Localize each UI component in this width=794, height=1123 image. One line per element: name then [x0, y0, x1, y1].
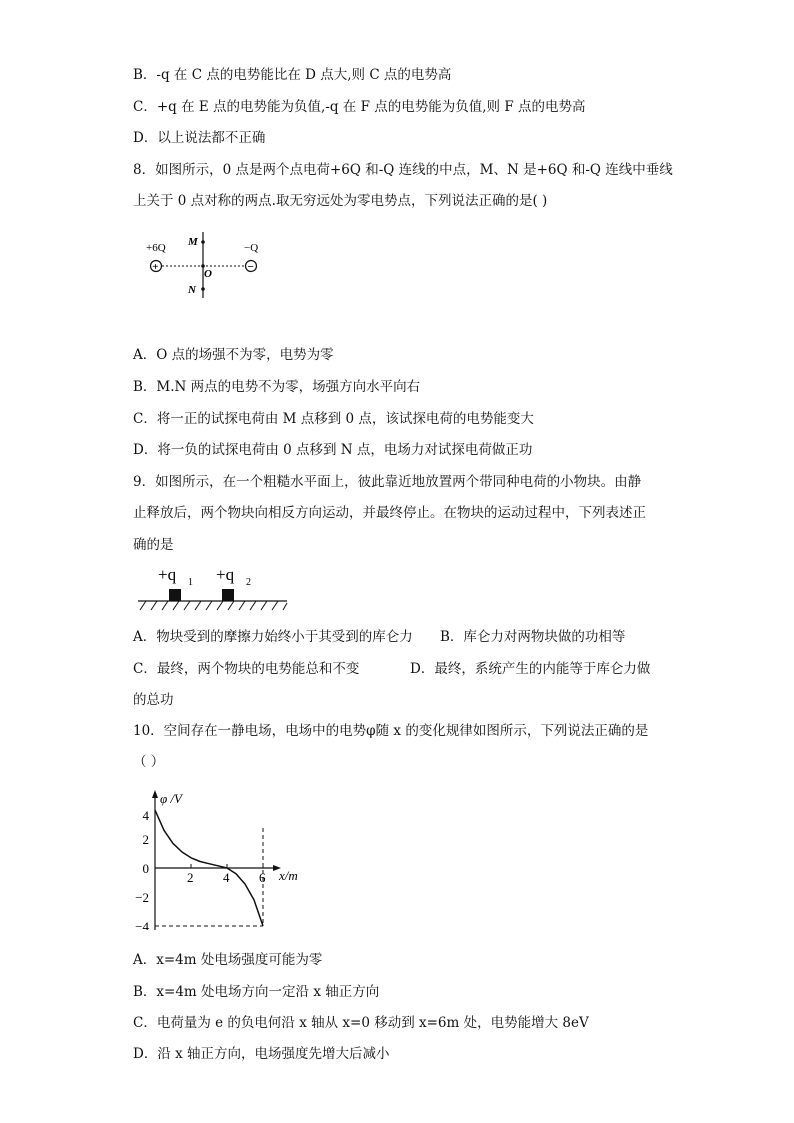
right-charge-label: −Q — [244, 242, 259, 254]
y-tick-label: −4 — [135, 919, 149, 930]
point-o-label: O — [204, 268, 212, 280]
q10-option-d: D．沿 x 轴正方向，电场强度先增大后减小 — [133, 1046, 390, 1062]
q9-option-d-line1: D．最终，系统产生的内能等于库仑力做 — [410, 661, 651, 677]
q7-option-c: C．+q 在 E 点的电势能为负值,-q 在 F 点的电势能为负值,则 F 点的电势高 — [133, 99, 586, 115]
q9-stem-line2: 止释放后，两个物块向相反方向运动，并最终停止。在物块的运动过程中，下列表述正 — [133, 505, 646, 521]
q10-stem-line2: （ ） — [133, 754, 165, 770]
y-tick-label: −2 — [135, 890, 149, 905]
point-m — [201, 240, 205, 244]
y-tick-label: 2 — [142, 832, 149, 847]
block-q2 — [222, 589, 234, 601]
q10-potential-chart — [130, 784, 310, 930]
x-axis-label: x/m — [279, 868, 298, 883]
surface-hatching — [140, 601, 287, 610]
q1-label: +q — [158, 565, 177, 584]
q8-stem-line1: 8．如图所示，0 点是两个点电荷+6Q 和-Q 连线的中点，M、N 是+6Q 和-Q 连线中垂线 — [133, 162, 673, 178]
q9-option-a: A．物块受到的摩擦力始终小于其受到的库仑力 — [133, 629, 413, 645]
q7-option-b: B．-q 在 C 点的电势能比在 D 点大,则 C 点的电势高 — [133, 67, 452, 83]
q9-option-d-line2: 的总功 — [133, 692, 174, 708]
q1-subscript: 1 — [188, 577, 193, 588]
q9-stem-line3: 确的是 — [133, 537, 174, 553]
y-tick-label: 4 — [142, 808, 149, 823]
q8-option-b: B．M.N 两点的电势不为零，场强方向水平向右 — [133, 379, 421, 395]
positive-sign: + — [152, 261, 159, 273]
negative-sign: − — [247, 261, 254, 273]
y-tick-label: 0 — [142, 861, 149, 876]
left-charge-label: +6Q — [146, 242, 166, 254]
q9-option-b: B．库仑力对两物块做的功相等 — [440, 629, 626, 645]
q10-option-b: B．x=4m 处电场方向一定沿 x 轴正方向 — [133, 984, 380, 1000]
q7-option-d: D．以上说法都不正确 — [133, 130, 266, 146]
q10-option-c: C．电荷量为 e 的负电何沿 x 轴从 x=0 移动到 x=6m 处，电势能增大 8eV — [133, 1015, 589, 1031]
point-n-label: N — [188, 284, 196, 296]
q8-charge-figure — [140, 226, 280, 302]
q10-option-a: A．x=4m 处电场强度可能为零 — [133, 952, 323, 968]
y-axis-arrow — [152, 790, 158, 798]
point-n — [201, 287, 205, 291]
q9-blocks-figure — [136, 562, 292, 618]
q8-stem-line2: 上关于 0 点对称的两点.取无穷远处为零电势点，下列说法正确的是( ) — [133, 193, 548, 209]
x-tick-label: 4 — [223, 870, 230, 885]
x-tick-label: 6 — [259, 870, 266, 885]
block-q1 — [169, 589, 181, 601]
q10-stem-line1: 10．空间存在一静电场，电场中的电势φ随 x 的变化规律如图所示，下列说法正确的是 — [133, 723, 649, 739]
q2-subscript: 2 — [246, 577, 251, 588]
q9-option-c: C．最终，两个物块的电势能总和不变 — [133, 661, 360, 677]
q8-option-d: D．将一负的试探电荷由 0 点移到 N 点，电场力对试探电荷做正功 — [133, 442, 533, 458]
q9-stem-line1: 9．如图所示，在一个粗糙水平面上，彼此靠近地放置两个带同种电荷的小物块。由静 — [133, 474, 642, 490]
q2-label: +q — [216, 565, 235, 584]
q8-option-a: A．O 点的场强不为零，电势为零 — [133, 347, 334, 363]
y-axis-label: φ /V — [160, 791, 182, 806]
point-m-label: M — [188, 236, 198, 248]
x-tick-label: 2 — [187, 870, 194, 885]
q8-option-c: C．将一正的试探电荷由 M 点移到 0 点，该试探电荷的电势能变大 — [133, 411, 534, 427]
